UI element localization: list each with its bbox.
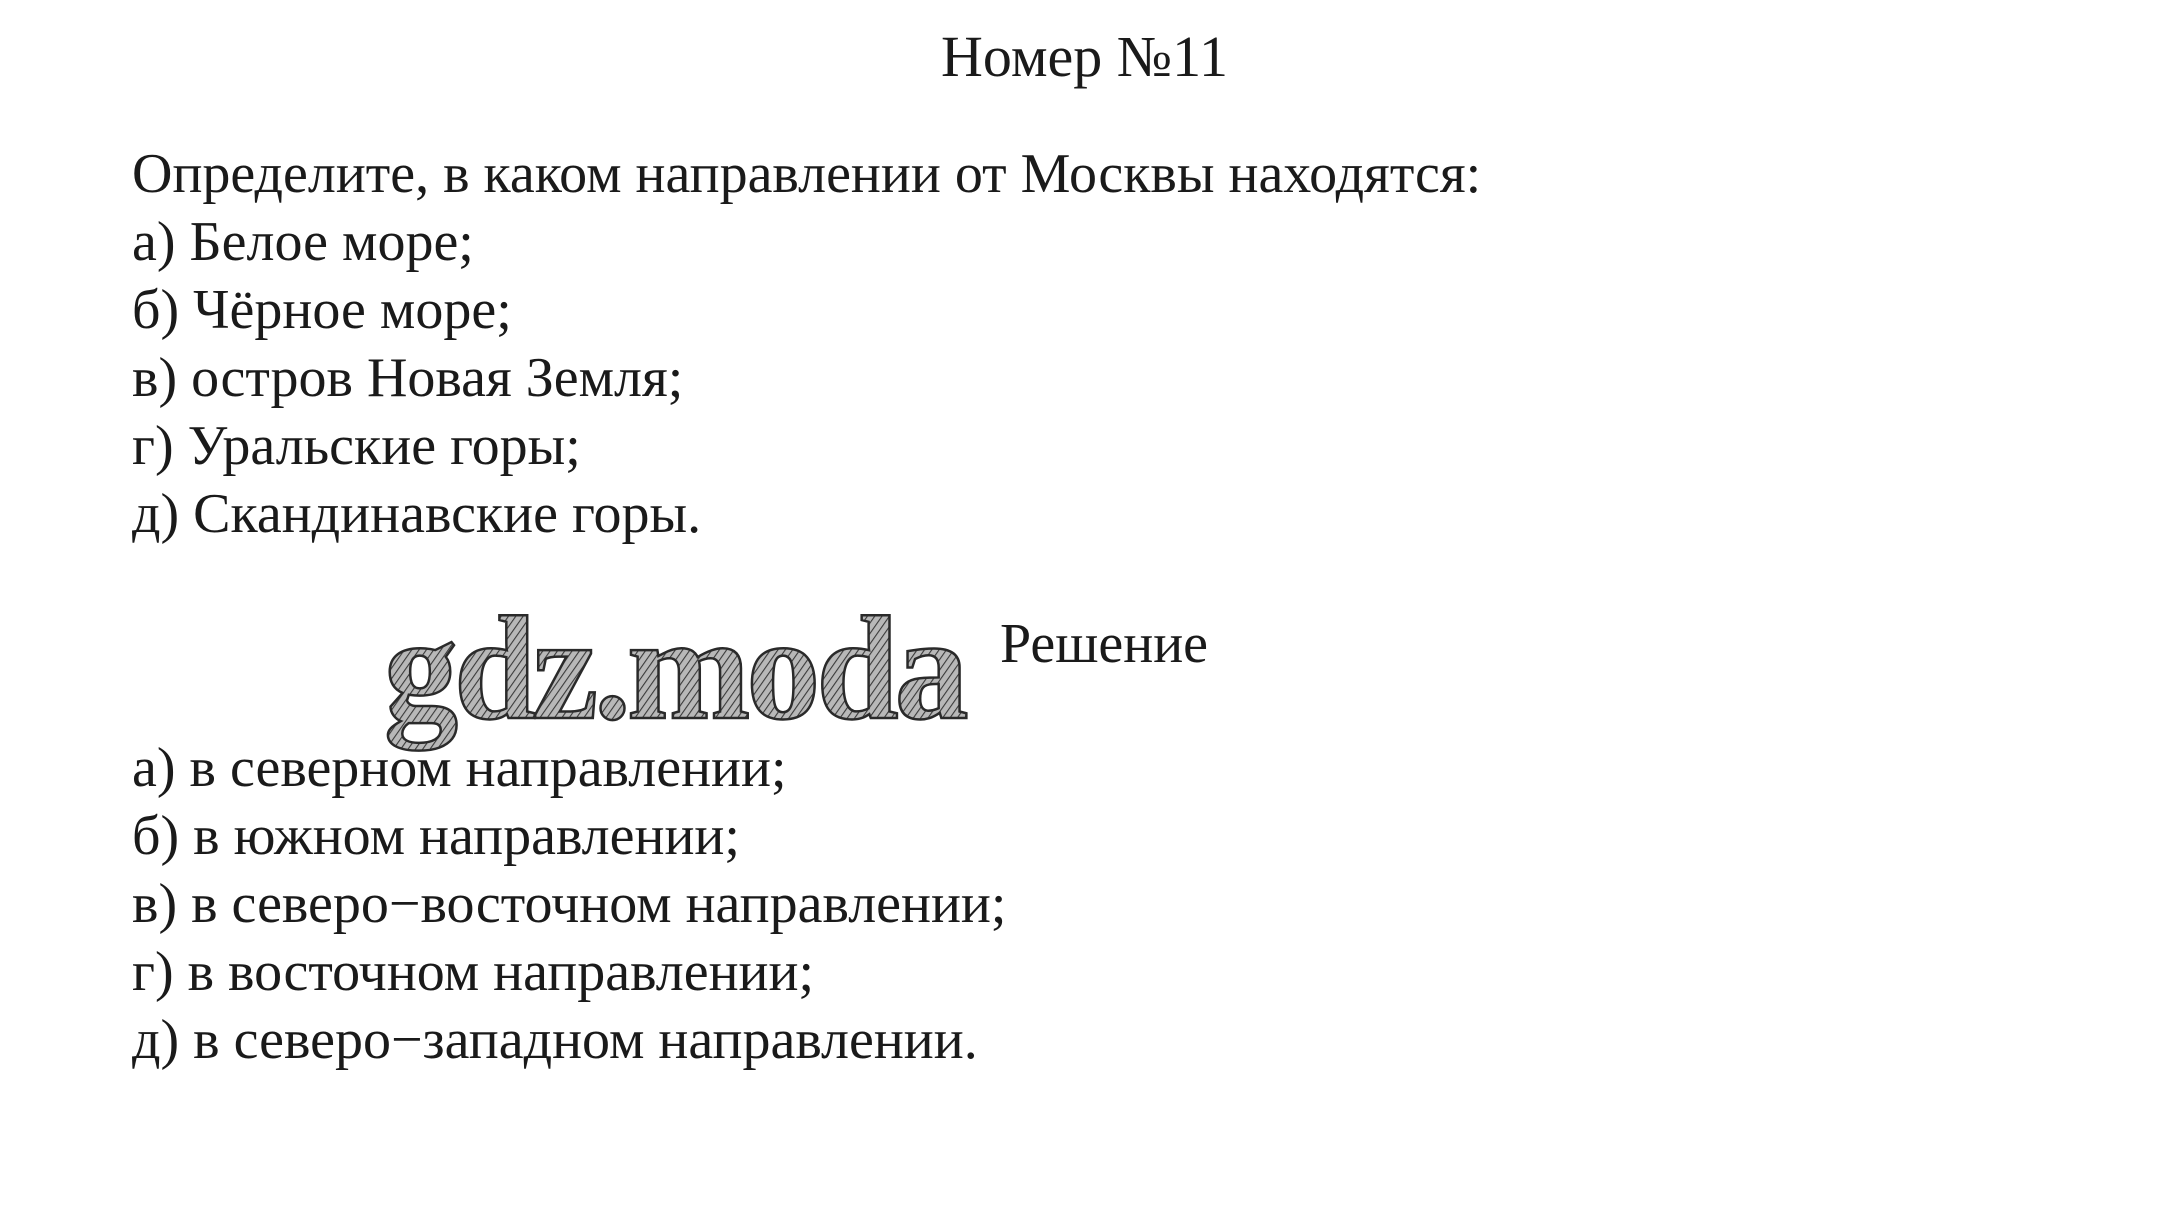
- task-item: г) Уральские горы;: [132, 415, 581, 477]
- task-item: д) Скандинавские горы.: [132, 483, 702, 545]
- solution-heading: Решение: [1000, 613, 1209, 675]
- answers-block: [132, 734, 1006, 1074]
- task-item: а) Белое море;: [132, 211, 474, 273]
- answer-item: б) в южном направлении;: [132, 805, 740, 867]
- task-item: б) Чёрное море;: [132, 279, 512, 341]
- task-block: [132, 140, 1481, 548]
- task-item: в) остров Новая Земля;: [132, 347, 684, 409]
- exercise-title: [0, 22, 2177, 92]
- answer-item: в) в северо−восточном направлении;: [132, 873, 1007, 935]
- watermark-text: gdz.moda: [384, 600, 965, 751]
- answer-item: г) в восточном направлении;: [132, 941, 815, 1003]
- answer-item: а) в северном направлении;: [132, 737, 787, 799]
- task-question: Определите, в каком направлении от Москвы находятся:: [132, 143, 1482, 205]
- answer-item: д) в северо−западном направлении.: [132, 1009, 978, 1071]
- exercise-title-text: Номер №11: [941, 24, 1228, 89]
